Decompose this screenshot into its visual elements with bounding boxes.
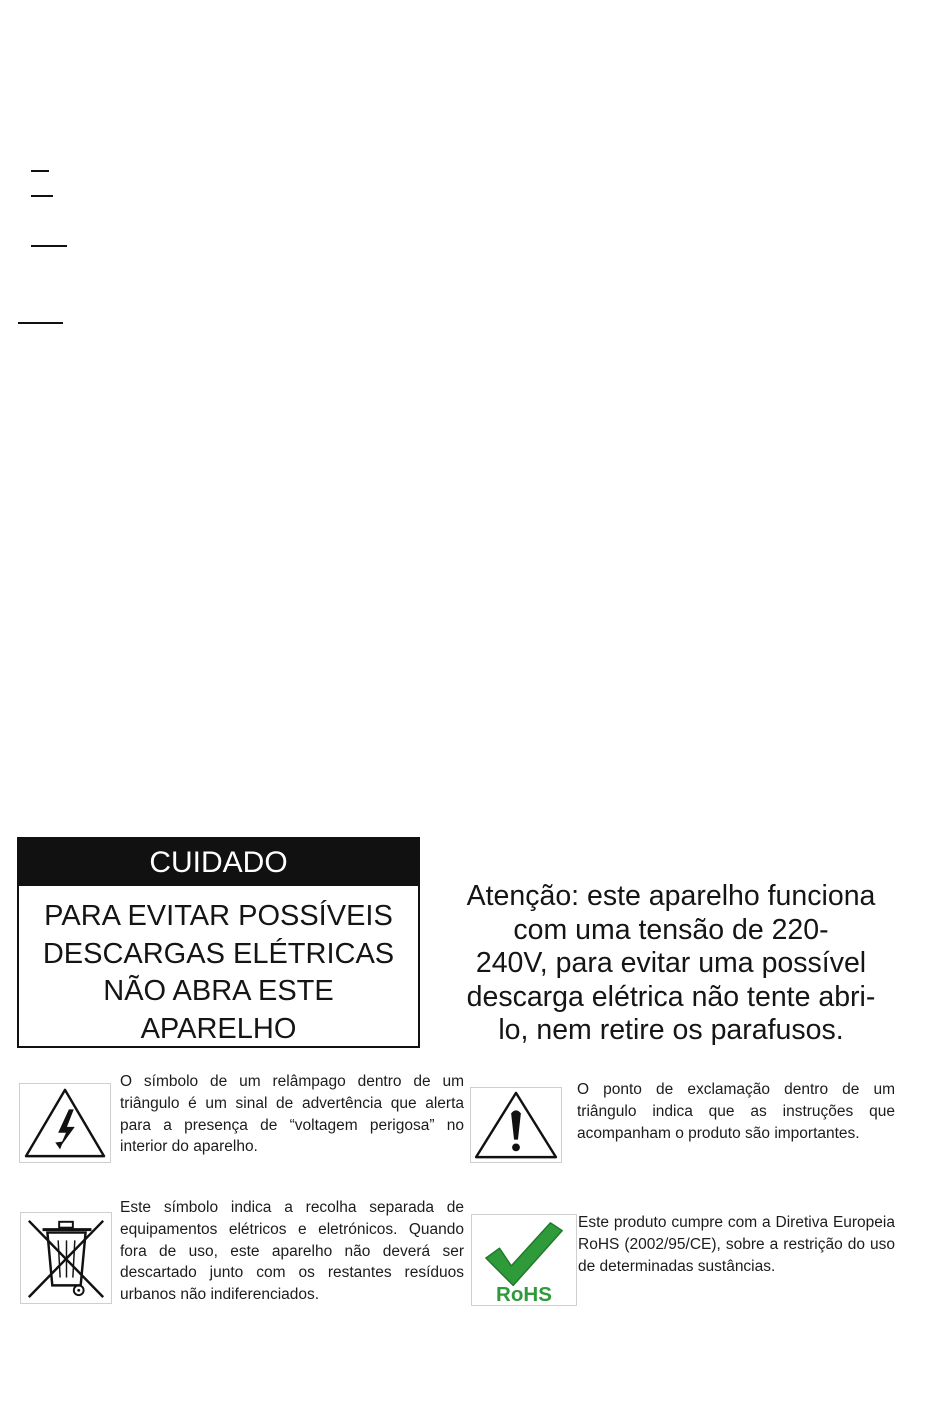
attention-line: com uma tensão de 220-	[513, 913, 829, 946]
symbol-description-lightning: O símbolo de um relâmpago dentro de um triângulo é um sinal de advertência que alerta para a presença de “voltagem perigosa” no interior do aparelho.	[120, 1073, 464, 1156]
caution-line: DESCARGAS ELÉTRICAS	[42, 937, 395, 970]
exclamation-warning-triangle-icon	[470, 1087, 562, 1163]
margin-rule-1	[31, 170, 49, 172]
margin-rule-4	[18, 322, 63, 324]
symbol-description-recycling: Este símbolo indica a recolha separada de equipamentos elétricos e eletrónicos. Quando fora de uso, este aparelho não deverá ser descartado junto com os restantes resíduos urbanos não indiferenciados.	[120, 1199, 464, 1304]
caution-header: CUIDADO	[19, 839, 418, 886]
attention-line: lo, nem retire os parafusos.	[498, 1014, 844, 1046]
symbol-description-rohs: Este produto cumpre com a Diretiva Europeia RoHS (2002/95/CE), sobre a restrição do uso de determinadas sustâncias.	[578, 1214, 895, 1275]
margin-rule-2	[31, 195, 53, 197]
caution-line: PARA EVITAR POSSÍVEIS	[44, 900, 393, 932]
crossed-out-wheelie-bin-icon	[20, 1212, 112, 1304]
attention-line: descarga elétrica não tente abri-	[466, 980, 876, 1013]
lightning-warning-triangle-icon	[19, 1083, 111, 1163]
caution-line: APARELHO	[140, 1012, 297, 1045]
symbol-description-exclamation: O ponto de exclamação dentro de um triângulo indica que as instruções que acompanham o produto são importantes.	[577, 1081, 895, 1142]
caution-box	[17, 837, 420, 1048]
attention-line: 240V, para evitar uma possível	[475, 947, 867, 979]
margin-rule-3	[31, 245, 67, 247]
attention-notice	[434, 880, 908, 1048]
caution-body	[19, 898, 418, 1048]
rohs-checkmark-icon	[471, 1214, 577, 1306]
caution-line: NÃO ABRA ESTE	[103, 975, 334, 1007]
rohs-logo-text: RoHS	[496, 1283, 552, 1305]
attention-line: Atenção: este aparelho funciona	[466, 880, 876, 912]
